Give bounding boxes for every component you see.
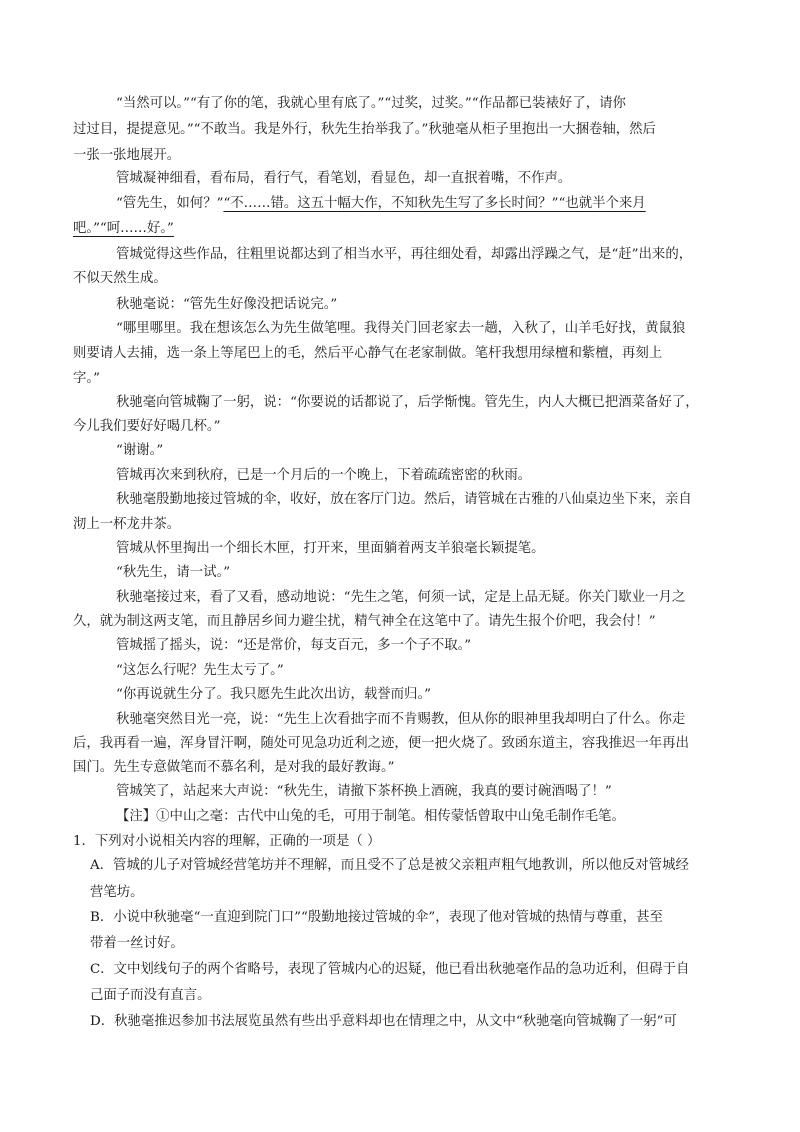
paragraph-line: “这怎么行呢？先生太亏了。” bbox=[116, 663, 284, 678]
underlined-sentence: 吧。”“呵……好。” bbox=[73, 221, 174, 236]
paragraph-line: 秋驰毫突然目光一亮，说：“先生上次看拙字而不肯赐教，但从你的眼神里我却明白了什么。你走 bbox=[116, 712, 686, 727]
paragraph-line: 管城笑了，站起来大声说：“秋先生，请撤下茶杯换上酒碗，我真的要讨碗酒喝了！” bbox=[116, 784, 612, 799]
paragraph-line: “秋先生，请一试。” bbox=[116, 565, 231, 580]
paragraph-line: 则要请人去捕，选一条上等尾巴上的毛，然后平心静气在老家制做。笔杆我想用绿檀和紫檀，再刻上 bbox=[73, 346, 663, 361]
paragraph-line: 字。” bbox=[73, 371, 100, 386]
option-c-cont: 己面子而没有直言。 bbox=[90, 988, 211, 1003]
paragraph-line: “哪里哪里。我在想该怎么为先生做笔哩。我得关门回老家去一趟，入秋了，山羊毛好找，黄鼠狼 bbox=[116, 321, 686, 336]
option-a: A．管城的儿子对管城经营笔坊并不理解，而且受不了总是被父亲粗声粗气地教训，所以他反对管城经 bbox=[90, 858, 689, 873]
dialogue-text: “管先生，如何？” bbox=[116, 196, 224, 211]
footnote: 【注】①中山之毫：古代中山兔的毛，可用于制笔。相传蒙恬曾取中山兔毛制作毛笔。 bbox=[116, 809, 625, 824]
paragraph-line bbox=[116, 195, 646, 213]
option-a-cont: 营笔坊。 bbox=[90, 885, 144, 900]
option-c: C．文中划线句子的两个省略号，表现了管城内心的迟疑，他已看出秋驰毫作品的急功近利，但碍于自 bbox=[90, 962, 690, 977]
option-d: D．秋驰毫推迟参加书法展览虽然有些出乎意料却也在情理之中，从文中“秋驰毫向管城鞠了一躬”可 bbox=[90, 1014, 677, 1029]
paragraph-line bbox=[73, 220, 174, 238]
paragraph-line: 一张一张地展开。 bbox=[73, 148, 181, 163]
question-stem: 1．下列对小说相关内容的理解，正确的一项是（ ） bbox=[73, 834, 381, 849]
paragraph-line: 今儿我们要好好喝几杯。” bbox=[73, 419, 221, 434]
option-b-cont: 带着一丝讨好。 bbox=[90, 936, 184, 951]
paragraph-line: 后，我再看一遍，浑身冒汗啊，随处可见急功近利之迹，便一把火烧了。致函东道主，容我推迟一年再出 bbox=[73, 736, 689, 751]
paragraph-line: 不似天然生成。 bbox=[73, 271, 167, 286]
paragraph-line: 秋驰毫说：“管先生好像没把话说完。” bbox=[116, 297, 338, 312]
option-b: B．小说中秋驰毫“一直迎到院门口”“殷勤地接过管城的伞”，表现了他对管城的热情与尊重，甚至 bbox=[90, 910, 663, 925]
paragraph-line: 国门。先生专意做笔而不慕名利，是对我的最好教诲。” bbox=[73, 760, 395, 775]
underlined-sentence: “不……错。这五十幅大作，不知秋先生写了多长时间？”“也就半个来月 bbox=[223, 196, 646, 211]
paragraph-line: 久，就为制这两支笔，而且静居乡间力避尘扰，精气神全在这笔中了。请先生报个价吧，我会付！” bbox=[73, 614, 656, 629]
paragraph-line: 秋驰毫接过来，看了又看，感动地说：“先生之笔，何须一试，定是上品无疑。你关门歇业一月之 bbox=[116, 590, 686, 605]
paragraph-line: “当然可以。”“有了你的笔，我就心里有底了。”“过奖，过奖。”“作品都已装裱好了，请你 bbox=[116, 96, 626, 111]
paragraph-line: 沏上一杯龙井茶。 bbox=[73, 517, 181, 532]
paragraph-line: “谢谢。” bbox=[116, 443, 164, 458]
paragraph-line: 过过目，提提意见。”“不敢当。我是外行，秋先生抬举我了。”秋驰毫从柜子里抱出一大捆卷轴，然后 bbox=[73, 122, 656, 137]
paragraph-line: “你再说就生分了。我只愿先生此次出访，载誉而归。” bbox=[116, 687, 431, 702]
paragraph-line: 管城摇了摇头，说：“还是常价，每支百元，多一个子不取。” bbox=[116, 638, 472, 653]
paragraph-line: 管城从怀里掏出一个细长木匣，打开来，里面躺着两支羊狼毫长颖提笔。 bbox=[116, 541, 545, 556]
paragraph-line: 管城觉得这些作品，往粗里说都达到了相当水平，再往细处看，却露出浮躁之气，是“赶”出来的， bbox=[116, 247, 693, 262]
paragraph-line: 管城再次来到秋府，已是一个月后的一个晚上，下着疏疏密密的秋雨。 bbox=[116, 468, 532, 483]
paragraph-line: 管城凝神细看，看布局，看行气，看笔划，看显色，却一直抿着嘴，不作声。 bbox=[116, 171, 572, 186]
paragraph-line: 秋驰毫殷勤地接过管城的伞，收好，放在客厅门边。然后，请管城在古雅的八仙桌边坐下来，亲自 bbox=[116, 492, 692, 507]
paragraph-line: 秋驰毫向管城鞠了一躬，说：“你要说的话都说了，后学惭愧。管先生，内人大概已把酒菜备好了， bbox=[116, 395, 699, 410]
